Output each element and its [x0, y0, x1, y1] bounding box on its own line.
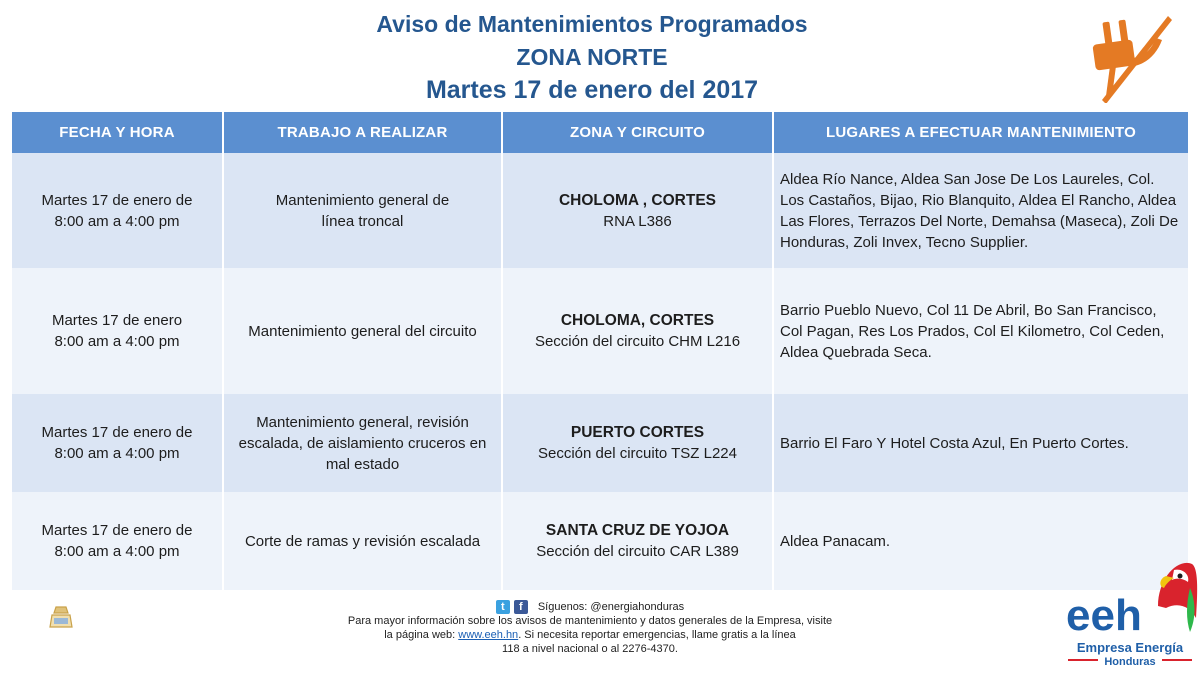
zone-name: CHOLOMA , CORTES [558, 191, 716, 209]
honduras-seal-icon [16, 603, 106, 667]
work-cell: Corte de ramas y revisión escalada [223, 492, 502, 590]
places-cell: Aldea Río Nance, Aldea San Jose De Los Laureles, Col. Los Castaños, Bijao, Rio Blanquito, Aldea El Rancho, Aldea Las Flores, Terrazos Del Norte, Demahsa (Maseca), Zoli De Honduras, Zoli Invex, Tecno Supplier. [773, 153, 1188, 268]
date-text: Martes 17 de enero [51, 312, 183, 329]
zone-cell [502, 153, 773, 268]
eeh-name-line2: Honduras [1104, 656, 1156, 668]
time-text: 8:00 am a 4:00 pm [54, 212, 180, 230]
parrot-icon [1158, 563, 1197, 632]
table-row [12, 394, 1188, 492]
website-link[interactable]: www.eeh.hn [458, 629, 519, 641]
eeh-wordmark: eeh [1066, 591, 1142, 640]
footer-info [280, 600, 900, 656]
plug-icon [1082, 8, 1174, 103]
date-cell [12, 268, 223, 394]
date-text: Martes 17 de enero de [41, 191, 193, 209]
date-cell [12, 394, 223, 492]
footer-line-3: 118 a nivel nacional o al 2276-4370. [502, 643, 678, 655]
date-cell [12, 153, 223, 268]
maintenance-table [12, 112, 1188, 590]
zone-cell [502, 394, 773, 492]
work-cell: Mantenimiento general del circuito [223, 268, 502, 394]
zone-name: CHOLOMA, CORTES [560, 312, 715, 329]
facebook-icon[interactable]: f [514, 600, 528, 614]
eeh-logo [1062, 548, 1198, 672]
footer-line-1: Para mayor información sobre los avisos de mantenimiento y datos generales de la Empresa, visite [347, 615, 833, 627]
table-header-row [12, 112, 1188, 153]
footer-line-2 [280, 628, 900, 642]
circuit-name: RNA L386 [603, 212, 672, 230]
work-cell: Mantenimiento general de línea troncal [223, 153, 502, 268]
column-header-zone: ZONA Y CIRCUITO [502, 112, 773, 153]
zone-cell [502, 492, 773, 590]
date-title: Martes 17 de enero del 2017 [425, 76, 759, 104]
circuit-name: Sección del circuito TSZ L224 [538, 445, 737, 462]
column-header-date: FECHA Y HORA [12, 112, 223, 153]
footer-line-2-prefix: la página web: [384, 629, 456, 641]
table-row [12, 153, 1188, 268]
zone-name: PUERTO CORTES [570, 424, 705, 441]
column-header-places: LUGARES A EFECTUAR MANTENIMIENTO [773, 112, 1188, 153]
time-text: 8:00 am a 4:00 pm [54, 333, 180, 350]
table-row [12, 268, 1188, 394]
eeh-name-line1: Empresa Energía [1076, 640, 1184, 655]
zone-title: ZONA NORTE [516, 44, 668, 70]
zone-cell [502, 268, 773, 394]
column-header-work: TRABAJO A REALIZAR [223, 112, 502, 153]
date-text: Martes 17 de enero de [41, 424, 193, 441]
social-links [496, 600, 684, 614]
places-cell: Barrio El Faro Y Hotel Costa Azul, En Puerto Cortes. [773, 394, 1188, 492]
twitter-icon[interactable]: t [496, 600, 510, 614]
circuit-name: Sección del circuito CHM L216 [534, 333, 741, 350]
date-cell [12, 492, 223, 590]
work-cell: Mantenimiento general, revisión escalada, de aislamiento cruceros en mal estado [223, 394, 502, 492]
time-text: 8:00 am a 4:00 pm [54, 543, 180, 560]
zone-name: SANTA CRUZ DE YOJOA [545, 522, 730, 539]
places-cell: Aldea Panacam. [773, 492, 1188, 590]
table-row [12, 492, 1188, 590]
circuit-name: Sección del circuito CAR L389 [536, 543, 739, 560]
date-text: Martes 17 de enero de [41, 522, 193, 539]
time-text: 8:00 am a 4:00 pm [54, 445, 180, 462]
footer-line-2-suffix: . Si necesita reportar emergencias, llame gratis a la línea [518, 629, 796, 641]
places-cell: Barrio Pueblo Nuevo, Col 11 De Abril, Bo San Francisco, Col Pagan, Res Los Prados, Col El Kilometro, Col Ceden, Aldea Quebrada Seca. [773, 268, 1188, 394]
social-handle: Síguenos: @energiahonduras [537, 601, 685, 613]
page-header [0, 8, 1200, 107]
page-title: Aviso de Mantenimientos Programados [376, 11, 808, 37]
